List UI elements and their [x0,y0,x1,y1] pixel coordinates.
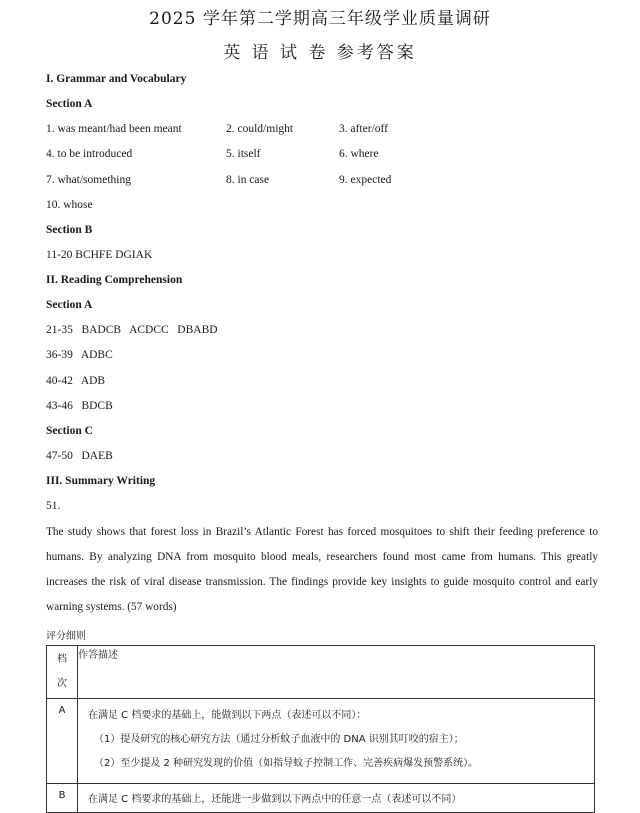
rubric-table [46,645,595,813]
part1-sectionB-label: Section B [46,224,93,236]
answer-5: 5. itself [226,148,261,160]
grade-cell-A: A [47,699,78,784]
reading-answers-40-42: 40-42 ADB [46,375,106,387]
part1-heading: I. Grammar and Vocabulary [46,73,187,85]
reading-answers-43-46: 43-46 BDCB [46,400,113,412]
answer-9: 9. expected [339,174,392,186]
reading-answers-21-35: 21-35 BADCB ACDCC DBABD [46,324,218,336]
rubric-label: 评分细则 [46,631,86,642]
answer-10: 10. whose [46,199,93,211]
grade-header-line1: 档 [57,654,67,665]
grade-cell-B: B [47,784,78,813]
rubric-A-line1: 在满足 C 档要求的基础上，能做到以下两点（表述可以不同）： [88,710,367,721]
part1-sectionA-label: Section A [46,98,93,110]
answer-8: 8. in case [226,174,270,186]
part2-sectionC-label: Section C [46,425,93,437]
answer-2: 2. could/might [226,123,294,135]
rubric-B-line1: 在满足 C 档要求的基础上，还能进一步做到以下两点中的任意一点（表述可以不同） [78,784,595,813]
document-subtitle: 英 语 试 卷 参考答案 [223,43,417,63]
answer-4: 4. to be introduced [46,148,133,160]
description-header: 作答描述 [78,646,595,699]
part2-heading: II. Reading Comprehension [46,274,183,286]
answer-1: 1. was meant/had been meant [46,123,182,135]
rubric-header-row [47,646,595,699]
answer-7: 7. what/something [46,174,131,186]
rubric-A-line2: （1）提及研究的核心研究方法（通过分析蚊子血液中的 DNA 识别其叮咬的宿主）； [94,734,464,745]
rubric-A-line3: （2）至少提及 2 种研究发现的价值（如指导蚊子控制工作、完善疾病爆发预警系统）。 [94,758,479,769]
part1-sectionB-answer: 11-20 BCHFE DGIAK [46,249,153,261]
grade-header-line2: 次 [57,678,67,689]
summary-answer-paragraph: The study shows that forest loss in Brazil’s Atlantic Forest has forced mosquitoes to shift their feeding preference to humans. By analyzing DNA from mosquito blood meals, researchers found most came from humans. This greatly increases the risk of viral disease transmission. The findings provide key insights to guide mosquito control and early warning systems. (57 words) [46,526,598,613]
answer-3: 3. after/off [339,123,388,135]
part3-heading: III. Summary Writing [46,475,156,487]
question-number-51: 51. [46,500,61,512]
answer-6: 6. where [339,148,379,160]
reading-answers-47-50: 47-50 DAEB [46,450,113,462]
document-title: 2025 学年第二学期高三年级学业质量调研 [149,9,491,29]
part2-sectionA-label: Section A [46,299,93,311]
rubric-row-B [47,784,595,813]
reading-answers-36-39: 36-39 ADBC [46,349,113,361]
rubric-row-A [47,699,595,784]
